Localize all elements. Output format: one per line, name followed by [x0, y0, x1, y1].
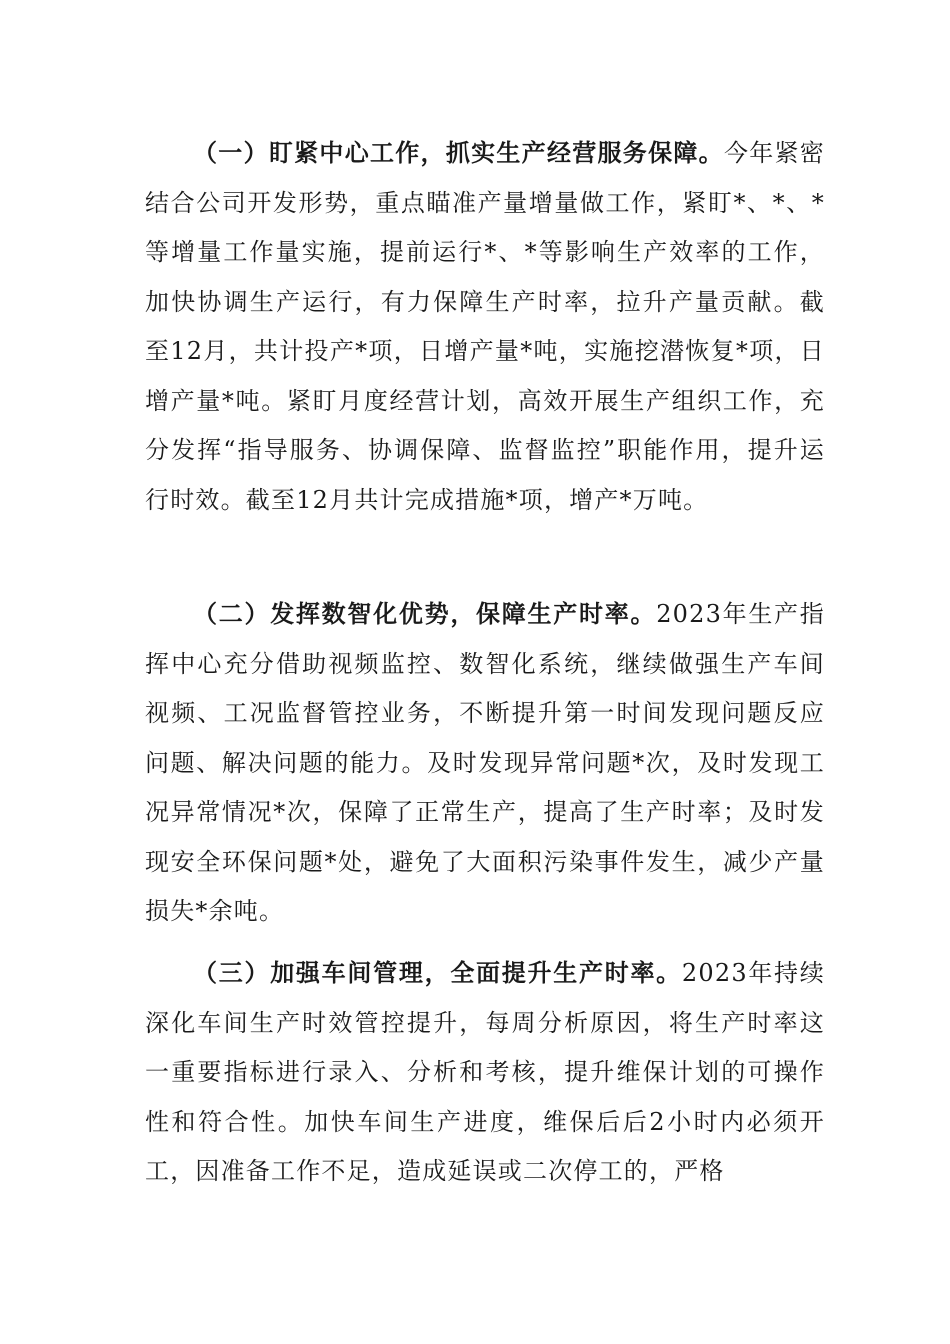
paragraph-3-body: 2023年持续深化车间生产时效管控提升，每周分析原因，将生产时率这一重要指标进行录入、分析和考核，提升维保计划的可操作性和符合性。加快车间生产进度，维保后后2小时内必须开工，因准备工作不足，造成延误或二次停工的，严格 [145, 959, 825, 1185]
paragraph-1-heading: （一）盯紧中心工作，抓实生产经营服务保障。 [193, 138, 724, 167]
paragraph-2-body: 2023年生产指挥中心充分借助视频监控、数智化系统，继续做强生产车间视频、工况监督管控业务，不断提升第一时间发现问题反应问题、解决问题的能力。及时发现异常问题*次，及时发现工况异常情况*次，保障了正常生产，提高了生产时率；及时发现安全环保问题*处，避免了大面积污染事件发生，减少产量损失*余吨。 [145, 600, 825, 925]
paragraph-1 [145, 128, 825, 525]
paragraph-1-body: 今年紧密结合公司开发形势，重点瞄准产量增量做工作，紧盯*、*、*等增量工作量实施，提前运行*、*等影响生产效率的工作，加快协调生产运行，有力保障生产时率，拉升产量贡献。截至12月，共计投产*项，日增产量*吨，实施挖潜恢复*项，日增产量*吨。紧盯月度经营计划，高效开展生产组织工作，充分发挥“指导服务、协调保障、监督监控”职能作用，提升运行时效。截至12月共计完成措施*项，增产*万吨。 [145, 139, 825, 514]
paragraph-2 [145, 589, 825, 937]
paragraph-3 [145, 948, 825, 1197]
paragraph-3-heading: （三）加强车间管理，全面提升生产时率。 [193, 958, 682, 987]
paragraph-2-heading: （二）发挥数智化优势，保障生产时率。 [193, 599, 657, 628]
